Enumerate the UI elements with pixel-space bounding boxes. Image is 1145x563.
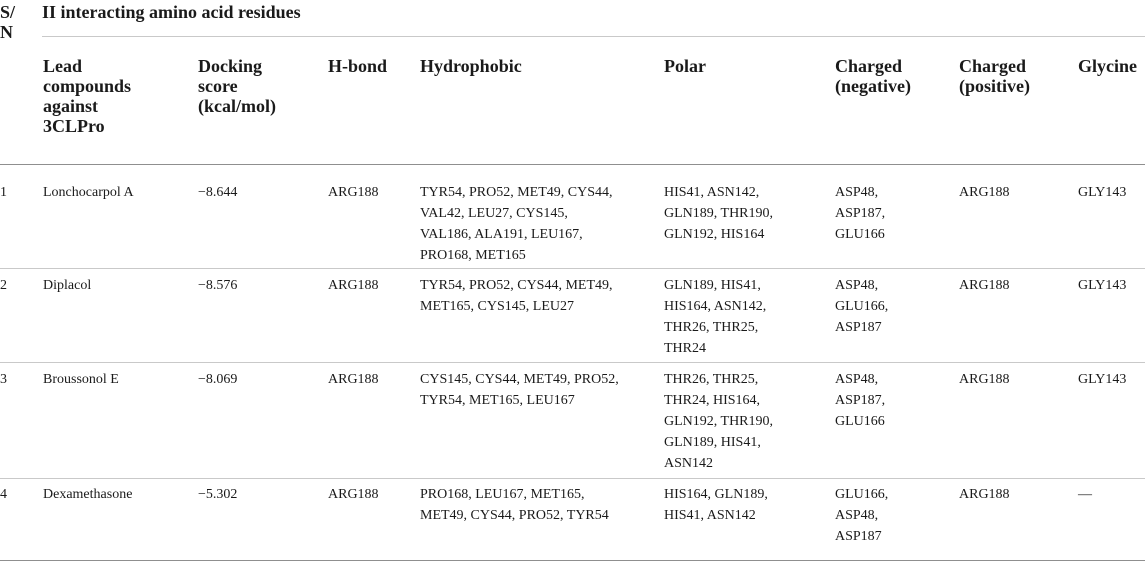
column-header-charged-positive: Charged (positive): [959, 56, 1030, 96]
row-charged-positive: ARG188: [959, 278, 1010, 293]
row-hydrophobic: TYR54, PRO52, CYS44, MET49, MET165, CYS145, LEU27: [420, 278, 613, 314]
column-header-charged-negative: Charged (negative): [835, 56, 911, 96]
row-sn: 4: [0, 487, 7, 502]
row-docking-score: −8.644: [198, 185, 238, 200]
row-docking-score: −5.302: [198, 487, 238, 502]
row-compound: Broussonol E: [43, 372, 119, 387]
group-header-rule: [42, 36, 1145, 37]
row-polar: HIS41, ASN142, GLN189, THR190, GLN192, HIS164: [664, 185, 774, 242]
row-glycine: GLY143: [1078, 185, 1127, 200]
row-sn: 1: [0, 185, 7, 200]
row-hbond: ARG188: [328, 487, 379, 502]
row-hydrophobic: CYS145, CYS44, MET49, PRO52, TYR54, MET165, LEU167: [420, 372, 619, 408]
row-compound: Lonchocarpol A: [43, 185, 134, 200]
sn-header: S/ N: [0, 2, 16, 42]
bottom-rule: [0, 560, 1145, 561]
row-charged-positive: ARG188: [959, 185, 1010, 200]
row-polar: GLN189, HIS41, HIS164, ASN142, THR26, THR25, THR24: [664, 278, 767, 356]
row-glycine: GLY143: [1078, 278, 1127, 293]
row-divider: [0, 478, 1145, 479]
row-charged-positive: ARG188: [959, 487, 1010, 502]
row-hydrophobic: PRO168, LEU167, MET165, MET49, CYS44, PRO52, TYR54: [420, 487, 609, 523]
row-hbond: ARG188: [328, 185, 379, 200]
row-divider: [0, 362, 1145, 363]
column-header-hbond: H-bond: [328, 56, 388, 76]
column-header-glycine: Glycine: [1078, 56, 1137, 76]
column-header-polar: Polar: [664, 56, 706, 76]
row-hbond: ARG188: [328, 372, 379, 387]
row-docking-score: −8.576: [198, 278, 238, 293]
row-glycine: GLY143: [1078, 372, 1127, 387]
row-sn: 2: [0, 278, 7, 293]
row-compound: Diplacol: [43, 278, 92, 293]
row-charged-negative: ASP48, ASP187, GLU166: [835, 185, 886, 242]
row-docking-score: −8.069: [198, 372, 238, 387]
row-polar: THR26, THR25, THR24, HIS164, GLN192, THR190, GLN189, HIS41, ASN142: [664, 372, 774, 471]
row-polar: HIS164, GLN189, HIS41, ASN142: [664, 487, 768, 523]
header-rule: [0, 164, 1145, 165]
row-charged-negative: ASP48, GLU166, ASP187: [835, 278, 889, 335]
row-charged-positive: ARG188: [959, 372, 1010, 387]
row-glycine: —: [1078, 487, 1092, 502]
column-header-hydrophobic: Hydrophobic: [420, 56, 522, 76]
row-charged-negative: GLU166, ASP48, ASP187: [835, 487, 889, 544]
row-divider: [0, 268, 1145, 269]
column-header-docking-score: Docking score (kcal/mol): [198, 56, 276, 116]
group-header: II interacting amino acid residues: [42, 2, 301, 22]
column-header-compound: Lead compounds against 3CLPro: [43, 56, 132, 136]
row-hbond: ARG188: [328, 278, 379, 293]
row-sn: 3: [0, 372, 7, 387]
row-hydrophobic: TYR54, PRO52, MET49, CYS44, VAL42, LEU27, CYS145, VAL186, ALA191, LEU167, PRO168, MET165: [420, 185, 613, 263]
row-compound: Dexamethasone: [43, 487, 133, 502]
row-charged-negative: ASP48, ASP187, GLU166: [835, 372, 886, 429]
